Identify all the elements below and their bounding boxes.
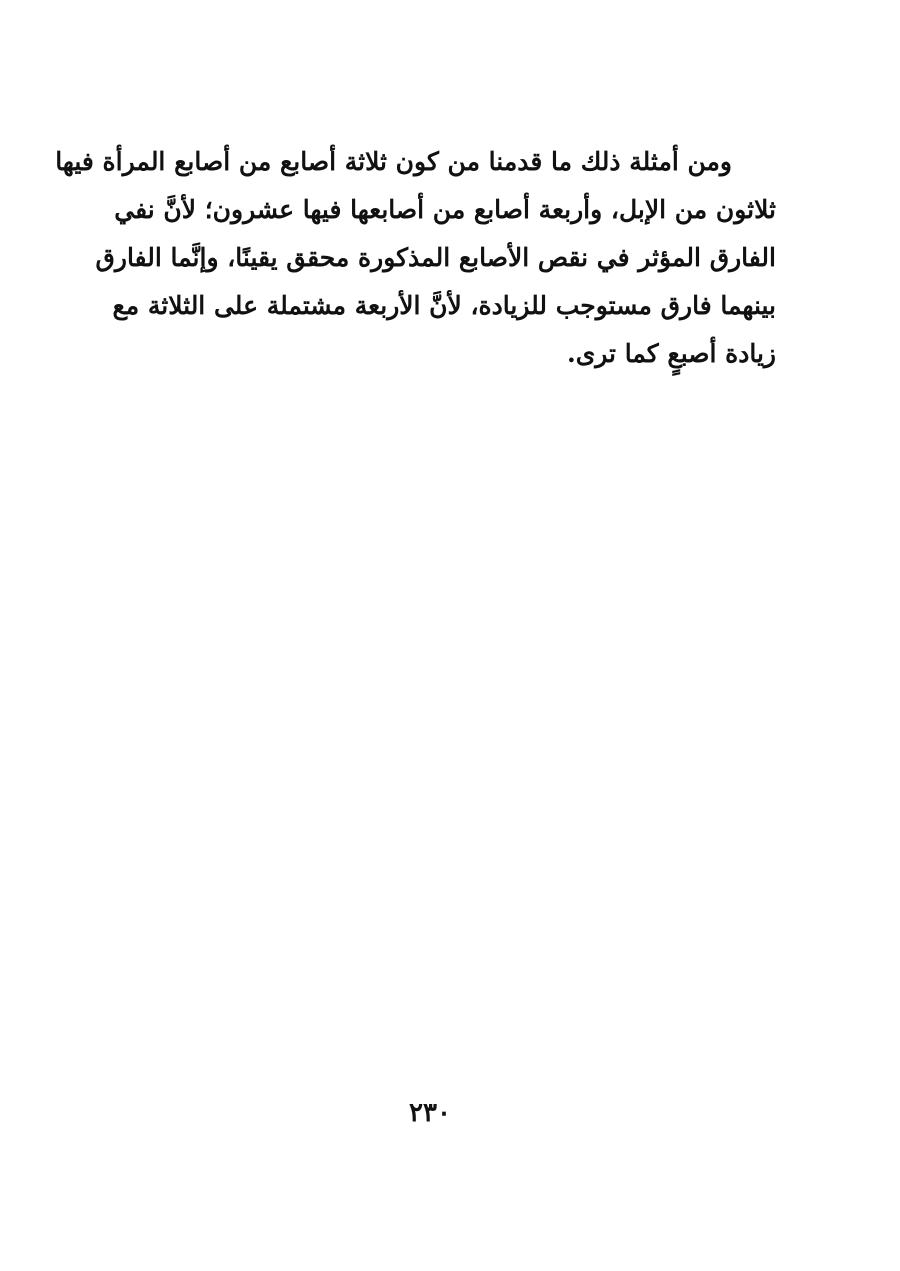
paragraph-line: ومن أمثلة ذلك ما قدمنا من كون ثلاثة أصابع من أصابع المرأة فيها	[55, 147, 732, 176]
body-paragraph	[55, 138, 776, 378]
paragraph-line: زيادة أصبعٍ كما ترى.	[566, 339, 776, 368]
page-number: ٢٣٠	[409, 1098, 451, 1128]
paragraph-line: بينهما فارق مستوجب للزيادة، لأنَّ الأربعة مشتملة على الثلاثة مع	[112, 291, 776, 320]
paragraph-line: ثلاثون من الإبل، وأربعة أصابع من أصابعها فيها عشرون؛ لأنَّ نفي	[114, 195, 776, 224]
paragraph-line: الفارق المؤثر في نقص الأصابع المذكورة محقق يقينًا، وإنَّما الفارق	[95, 243, 776, 272]
